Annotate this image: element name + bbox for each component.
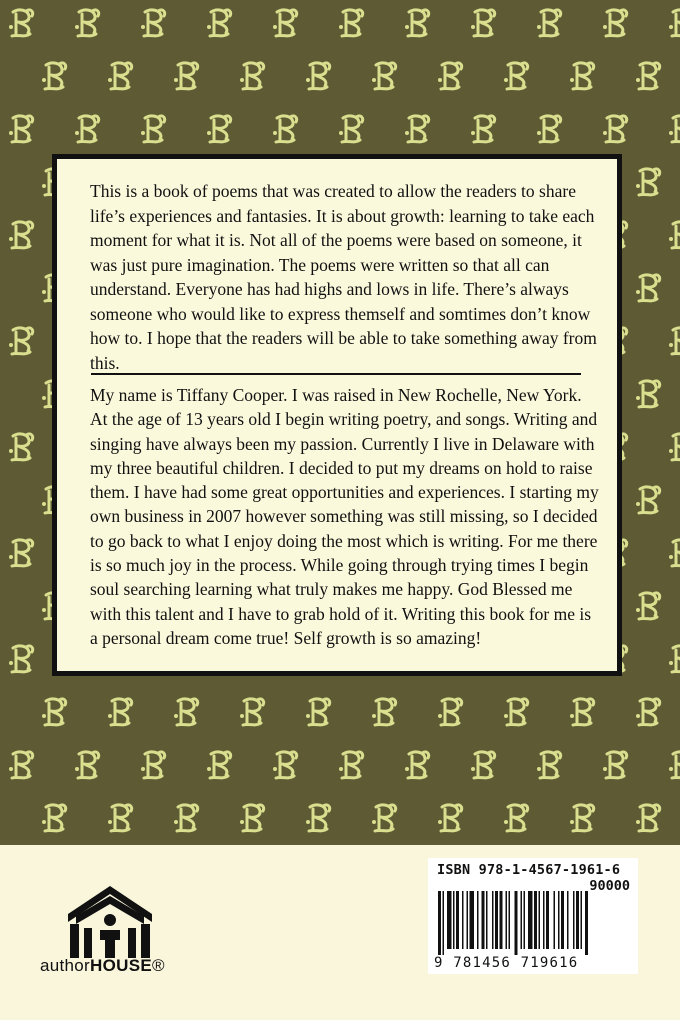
publisher-name-part2: HOUSE [90, 956, 152, 975]
barcode-bar [470, 891, 475, 949]
ornament-icon [108, 699, 132, 725]
description-panel [52, 154, 622, 676]
ornament-icon [273, 116, 297, 142]
ornament-icon [141, 116, 165, 142]
barcode-bar [509, 891, 511, 949]
ornament-icon [207, 752, 231, 778]
barcode-bar [482, 891, 485, 949]
publisher-name [40, 956, 165, 976]
ornament-icon [306, 805, 330, 831]
ornament-icon [108, 63, 132, 89]
barcode-bar [438, 891, 441, 955]
isbn-barcode [428, 858, 638, 974]
barcode-bar [495, 891, 498, 949]
ornament-icon [471, 116, 495, 142]
ornament-icon [9, 328, 33, 354]
ornament-icon [669, 752, 680, 778]
ornament-icon [636, 699, 660, 725]
ornament-icon [636, 381, 660, 407]
ornament-icon [504, 699, 528, 725]
ornament-icon [537, 752, 561, 778]
ornament-icon [405, 116, 429, 142]
ornament-icon [9, 222, 33, 248]
price-code: 90000 [589, 878, 630, 894]
ornament-icon [42, 699, 66, 725]
ornament-icon [471, 10, 495, 36]
ornament-icon [372, 805, 396, 831]
ornament-icon [174, 699, 198, 725]
barcode-bar [492, 891, 494, 949]
barcode-bars [438, 891, 630, 955]
barcode-bar [486, 891, 488, 949]
ornament-icon [42, 805, 66, 831]
ean-digits: 9 781456 719616 [434, 955, 579, 971]
ornament-icon [669, 10, 680, 36]
ornament-icon [240, 805, 264, 831]
ornament-icon [42, 63, 66, 89]
ornament-icon [273, 752, 297, 778]
ornament-icon [669, 434, 680, 460]
ornament-icon [603, 116, 627, 142]
book-blurb: This is a book of poems that was created to allow the readers to share life’s experiences and fantasies. It is about growth: learning to take each moment for what it is. Not all of the poems were based on someone, it was just pure imagination. The poems were written so that all can understand. Everyone has had highs and lows in life. There’s always someone who would like to express themself and somtimes don’t know how to. I hope that the readers will be able to take something away from this. [90, 181, 597, 373]
ornament-icon [9, 540, 33, 566]
ornament-icon [372, 63, 396, 89]
ornament-icon [174, 805, 198, 831]
barcode-bar [558, 891, 560, 949]
barcode-bar [554, 891, 556, 949]
barcode-bar [477, 891, 479, 949]
ornament-icon [570, 699, 594, 725]
barcode-bar [524, 891, 526, 949]
ornament-icon [339, 10, 363, 36]
barcode-bar [456, 891, 459, 949]
ornament-icon [438, 63, 462, 89]
ornament-icon [9, 752, 33, 778]
ornament-icon [669, 116, 680, 142]
ornament-icon [603, 10, 627, 36]
barcode-bar [561, 891, 564, 949]
ornament-icon [75, 116, 99, 142]
ornament-icon [669, 646, 680, 672]
ornament-icon [537, 116, 561, 142]
ornament-icon [504, 63, 528, 89]
ornament-icon [141, 10, 165, 36]
ornament-icon [306, 63, 330, 89]
barcode-bar [528, 891, 533, 949]
barcode-bar [453, 891, 455, 949]
ornament-icon [273, 10, 297, 36]
ornament-icon [372, 699, 396, 725]
ornament-icon [636, 169, 660, 195]
isbn-label: ISBN 978-1-4567-1961-6 [437, 862, 621, 878]
ornament-icon [75, 10, 99, 36]
ornament-icon [306, 699, 330, 725]
ornament-icon [9, 434, 33, 460]
ornament-icon [570, 805, 594, 831]
ornament-icon [636, 487, 660, 513]
barcode-bar [546, 891, 549, 949]
ornament-icon [636, 805, 660, 831]
barcode-bar [543, 891, 545, 949]
barcode-bar [581, 891, 583, 949]
ornament-icon [108, 805, 132, 831]
ornament-icon [141, 752, 165, 778]
ornament-icon [207, 10, 231, 36]
publisher-name-part1: author [40, 956, 91, 975]
barcode-bar [576, 891, 579, 949]
barcode-bar [567, 891, 569, 949]
barcode-bar [585, 891, 588, 955]
section-divider [91, 373, 581, 375]
ornament-icon [570, 63, 594, 89]
barcode-bar [539, 891, 541, 949]
author-bio: My name is Tiffany Cooper. I was raised in New Rochelle, New York. At the age of 13 years old I begin writing poetry, and songs. Writing and singing have always been my passion. Currently I live in Delaware with my three beautiful children. I decided to put my dreams on hold to raise them. I have had some great opportunities and experiences. I starting my own business in 2007 however something was still missing, so I decided to go back to what I enjoy doing the most which is writing. For me there is so much joy in the process. While going through trying times I begin soul searching learning what truly makes me happy. God Blessed me with this talent and I have to grab hold of it. Writing this book for me is a personal dream come true! Self growth is so amazing! [90, 385, 599, 648]
ornament-icon [504, 805, 528, 831]
barcode-bar [467, 891, 469, 949]
barcode-bar [462, 891, 464, 949]
barcode-bar [521, 891, 523, 949]
barcode-bar [500, 891, 503, 949]
ornament-icon [207, 116, 231, 142]
ornament-icon [438, 805, 462, 831]
ornament-icon [240, 699, 264, 725]
ornament-icon [339, 752, 363, 778]
barcode-bar [534, 891, 537, 949]
ornament-icon [537, 10, 561, 36]
ornament-icon [9, 10, 33, 36]
ornament-icon [9, 646, 33, 672]
registered-mark: ® [151, 956, 165, 975]
barcode-bar [443, 891, 445, 955]
ornament-icon [636, 63, 660, 89]
ornament-icon [438, 699, 462, 725]
ornament-icon [405, 752, 429, 778]
ornament-icon [669, 540, 680, 566]
ornament-icon [405, 10, 429, 36]
barcode-bar [447, 891, 452, 949]
ornament-icon [174, 63, 198, 89]
barcode-bar [515, 891, 518, 955]
ornament-icon [669, 222, 680, 248]
ornament-icon [636, 275, 660, 301]
ornament-icon [669, 328, 680, 354]
ornament-icon [9, 116, 33, 142]
ornament-icon [603, 752, 627, 778]
ornament-icon [75, 752, 99, 778]
barcode-bar [506, 891, 508, 949]
ornament-icon [240, 63, 264, 89]
ornament-icon [339, 116, 363, 142]
ornament-icon [471, 752, 495, 778]
ornament-icon [636, 593, 660, 619]
barcode-bar [573, 891, 575, 949]
